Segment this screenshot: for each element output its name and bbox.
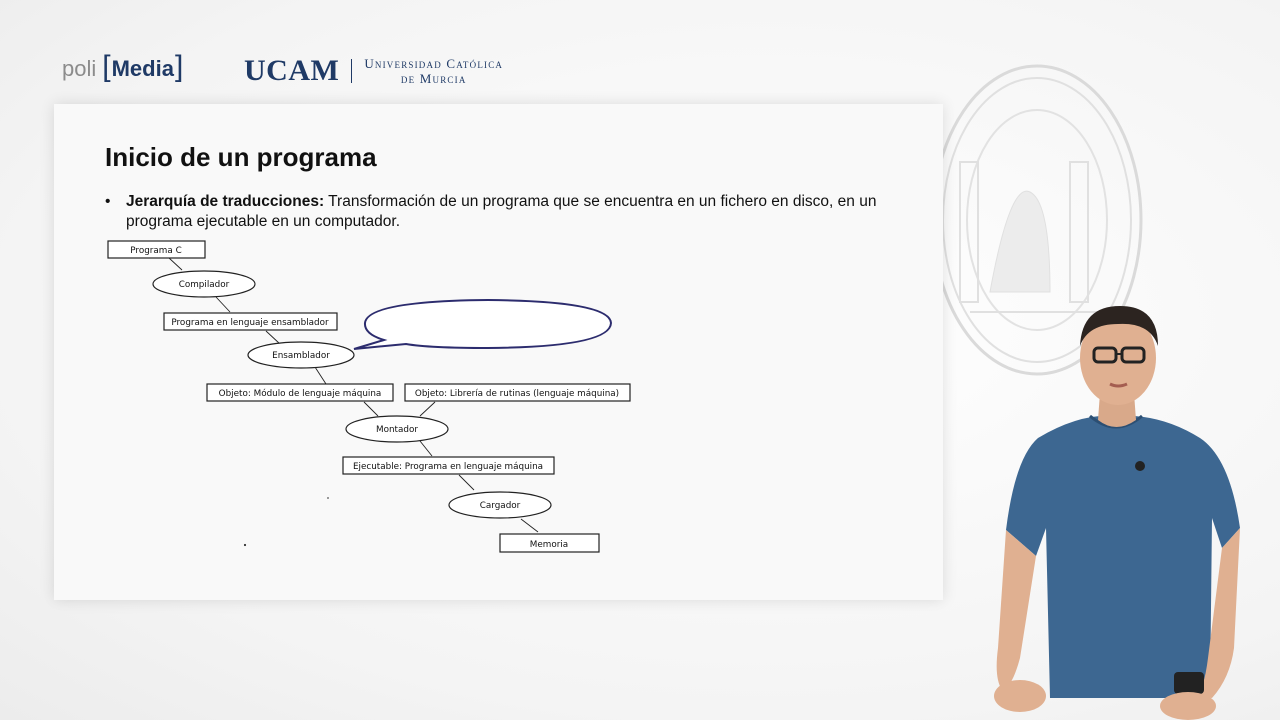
diagram-ellipse-cargador	[449, 492, 551, 518]
svg-text:Programa C: Programa C	[130, 246, 182, 256]
svg-text:Objeto: Módulo de lenguaje máq: Objeto: Módulo de lenguaje máquina	[218, 389, 382, 399]
diagram-ellipse-compilador	[153, 271, 255, 297]
svg-text:Programa en lenguaje ensamblad: Programa en lenguaje ensamblador	[171, 318, 329, 328]
diagram-box-objeto-modulo	[207, 384, 393, 401]
presenter	[990, 298, 1250, 720]
slide-title: Inicio de un programa	[105, 142, 377, 172]
svg-text:Cargador: Cargador	[479, 501, 521, 511]
polimedia-prefix: poli	[62, 56, 97, 81]
diagram-ellipse-ensamblador	[248, 342, 354, 368]
svg-text:Montador: Montador	[376, 425, 418, 435]
empty-speech-bubble	[354, 300, 611, 349]
diagram-box-memoria	[500, 534, 599, 552]
svg-text:Compilador: Compilador	[178, 280, 230, 290]
bullet-dot: •	[105, 193, 111, 210]
diagram-box-ejecutable	[343, 457, 554, 474]
svg-text:Objeto: Librería de rutinas (l: Objeto: Librería de rutinas (lenguaje máquina)	[414, 389, 620, 399]
translation-hierarchy-diagram	[54, 104, 943, 600]
ucam-line-2: de Murcia	[400, 71, 467, 86]
ucam-short: UCAM	[244, 54, 340, 87]
bullet-text: Transformación de un programa que se encuentra en un fichero en disco, en un programa ejecutable en un computador.	[126, 193, 877, 230]
diagram-box-objeto-libreria	[405, 384, 630, 401]
svg-text:Memoria: Memoria	[529, 540, 569, 550]
ucam-line-1: Universidad Católica	[364, 56, 504, 71]
polimedia-logo: poli [ Media ]	[62, 50, 184, 83]
ucam-logo	[244, 54, 503, 88]
diagram-box-programa-ensamblador	[164, 313, 337, 330]
svg-text:Ensamblador: Ensamblador	[272, 351, 330, 361]
slide	[54, 104, 943, 600]
polimedia-name: Media	[111, 56, 174, 81]
diagram-box-programa-c	[108, 241, 205, 258]
diagram-ellipse-montador	[346, 416, 448, 442]
bullet-term: Jerarquía de traducciones:	[126, 193, 325, 210]
svg-text:Ejecutable: Programa en lengua: Ejecutable: Programa en lenguaje máquina	[352, 462, 544, 472]
